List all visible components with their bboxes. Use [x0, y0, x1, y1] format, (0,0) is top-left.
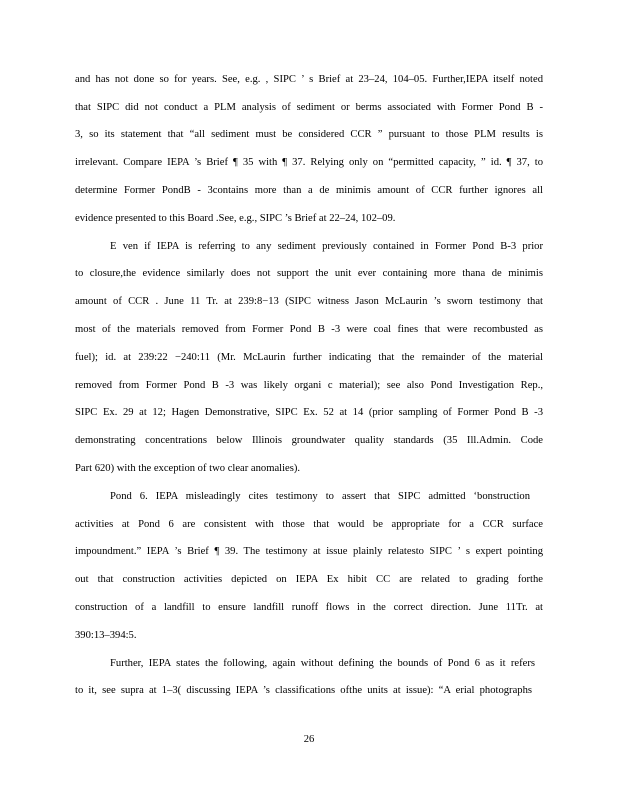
text-line: out that construction activities depicted on IEPA Ex hibit CC are related to grading forthe — [75, 574, 543, 585]
text-line: activities at Pond 6 are consistent with those that would be appropriate for a CCR surface — [75, 519, 543, 530]
paragraph-first-line: Pond 6. IEPA misleadingly cites testimony to assert that SIPC admitted ‘bonstruction — [110, 491, 530, 502]
text-line: removed from Former Pond B -3 was likely organi c material); see also Pond Investigation Rep., — [75, 380, 543, 391]
paragraph-first-line: E ven if IEPA is referring to any sediment previously contained in Former Pond B-3 prior — [110, 241, 543, 252]
text-line: to it, see supra at 1–3( discussing IEPA ’s classifications ofthe units at issue): “A erial photographs — [75, 685, 532, 696]
text-line: fuel); id. at 239:22 −240:11 (Mr. McLaurin further indicating that the remainder of the material — [75, 352, 543, 363]
text-line: most of the materials removed from Former Pond B -3 were coal fines that were recombusted as — [75, 324, 543, 335]
text-line: that SIPC did not conduct a PLM analysis of sediment or berms associated with Former Pond B - — [75, 102, 543, 113]
text-line: impoundment.” IEPA ’s Brief ¶ 39. The testimony at issue plainly relatesto SIPC ’ s expert pointing — [75, 546, 543, 557]
text-line: to closure,the evidence similarly does not support the unit ever containing more thana de minimis — [75, 268, 543, 279]
text-line: SIPC Ex. 29 at 12; Hagen Demonstrative, SIPC Ex. 52 at 14 (prior sampling of Former Pond B -3 — [75, 407, 543, 418]
text-line: irrelevant. Compare IEPA ’s Brief ¶ 35 with ¶ 37. Relying only on “permitted capacity, ” id. ¶ 37, to — [75, 157, 543, 168]
paragraph-first-line: Further, IEPA states the following, again without defining the bounds of Pond 6 as it refers — [110, 658, 535, 669]
text-line: Part 620) with the exception of two clear anomalies). — [75, 463, 301, 474]
text-line: determine Former PondB - 3contains more than a de minimis amount of CCR further ignores all — [75, 185, 543, 196]
text-line: evidence presented to this Board .See, e.g., SIPC ’s Brief at 22–24, 102–09. — [75, 213, 396, 224]
page-number: 26 — [303, 734, 315, 745]
text-line: 3, so its statement that “all sediment must be considered CCR ” pursuant to those PLM results is — [75, 129, 543, 140]
text-line: demonstrating concentrations below Illinois groundwater quality standards (35 Ill.Admin. Code — [75, 435, 543, 446]
text-line: construction of a landfill to ensure landfill runoff flows in the correct direction. June 11Tr. at — [75, 602, 543, 613]
text-line: amount of CCR . June 11 Tr. at 239:8−13 (SIPC witness Jason McLaurin ’s sworn testimony that — [75, 296, 543, 307]
text-line: 390:13–394:5. — [75, 630, 137, 641]
text-line: and has not done so for years. See, e.g. , SIPC ’ s Brief at 23–24, 104–05. Further,IEPA itself noted — [75, 74, 543, 85]
